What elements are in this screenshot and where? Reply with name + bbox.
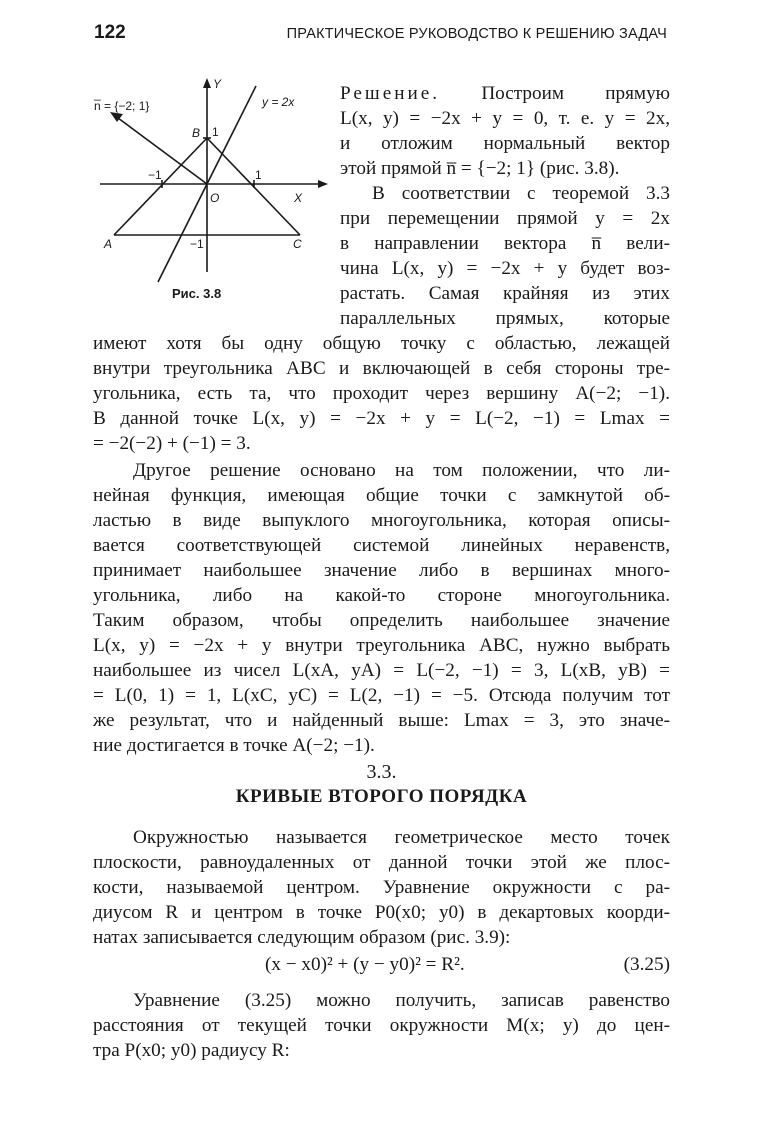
formula-number: (3.25) xyxy=(623,954,670,975)
alt-line-4: вается соответствующей системой линейных неравенств, xyxy=(93,535,670,556)
point-b-label: B xyxy=(192,126,201,140)
axis-x-label: X xyxy=(294,191,303,205)
alt-line-7: Таким образом, чтобы определить наибольшее значение xyxy=(93,610,670,631)
solution-full-line-5: = −2(−2) + (−1) = 3. xyxy=(93,433,251,454)
tick-y-neg-label: −1 xyxy=(190,237,204,251)
def-line-2: плоскости, равноудаленных от данной точки этой же плос- xyxy=(93,852,670,873)
solution-p2-line-4: чина L(x, y) = −2x + y будет воз- xyxy=(340,258,670,279)
alt-line-2: нейная функция, имеющая общие точки с замкнутой об- xyxy=(93,485,670,506)
triangle-side-ab xyxy=(114,138,207,235)
solution-p2-line-3: в направлении вектора n̅ вели- xyxy=(340,233,670,254)
point-c-label: C xyxy=(293,237,302,251)
line-label: y = 2x xyxy=(262,95,295,109)
normal-label: n̅ = {−2; 1} xyxy=(94,99,150,113)
origin-label: O xyxy=(210,191,220,205)
alt-line-6: угольника, либо на какой-то стороне многоугольника. xyxy=(93,585,670,606)
solution-full-line-3: угольника, есть та, что проходит через вершину A(−2; −1). xyxy=(93,383,670,404)
x-axis-arrow-icon xyxy=(318,180,328,188)
solution-line-1 xyxy=(340,81,670,106)
point-a-label: A xyxy=(104,237,113,251)
solution-full-line-4: В данной точке L(x, y) = −2x + y = L(−2, −1) = Lmax = xyxy=(93,408,670,429)
solution-full-line-2: внутри треугольника ABC и включающей в себя стороны тре- xyxy=(93,358,670,379)
alt-line-10: = L(0, 1) = 1, L(xC, yC) = L(2, −1) = −5. Отсюда получим тот xyxy=(93,685,670,706)
running-head: ПРАКТИЧЕСКОЕ РУКОВОДСТВО К РЕШЕНИЮ ЗАДАЧ xyxy=(286,26,667,42)
figure-3-8 xyxy=(90,72,340,312)
alt-line-9: наибольшее из чисел L(xA, yA) = L(−2, −1) = 3, L(xB, yB) = xyxy=(93,660,670,681)
after-line-1: Уравнение (3.25) можно получить, записав равенство xyxy=(133,990,670,1011)
alt-line-5: принимает наибольшее значение либо в вершинах много- xyxy=(93,560,670,581)
after-line-3: тра P(x0; y0) радиусу R: xyxy=(93,1040,290,1061)
solution-p2-line-2: при перемещении прямой y = 2x xyxy=(340,208,670,229)
solution-line-3: и отложим нормальный вектор xyxy=(340,133,670,154)
y-axis-arrow-icon xyxy=(203,78,211,88)
after-line-2: расстояния от текущей точки окружности M(x; y) до цен- xyxy=(93,1015,670,1036)
alt-line-3: ластью в виде выпуклого многоугольника, которая описы- xyxy=(93,510,670,531)
solution-p2-line-6: параллельных прямых, которые xyxy=(340,308,670,329)
section-number: 3.3. xyxy=(366,761,397,783)
solution-full-line-1: имеют хотя бы одну общую точку с областью, лежащей xyxy=(93,333,670,354)
solution-line-1-text: Построим прямую xyxy=(481,83,670,104)
def-line-4: диусом R и центром в точке P0(x0; y0) в декартовых коорди- xyxy=(93,902,670,923)
section-title: КРИВЫЕ ВТОРОГО ПОРЯДКА xyxy=(235,786,528,807)
solution-p2-line-1: В соответствии с теоремой 3.3 xyxy=(372,183,670,204)
alt-line-12: ние достигается в точке A(−2; −1). xyxy=(93,735,375,756)
axis-y-label: Y xyxy=(213,77,222,91)
triangle-diagram xyxy=(90,72,340,287)
solution-line-4: этой прямой n̅ = {−2; 1} (рис. 3.8). xyxy=(340,158,620,179)
alt-line-11: же результат, что и найденный выше: Lmax = 3, это значе- xyxy=(93,710,670,731)
page-number: 122 xyxy=(94,22,126,43)
def-line-1: Окружностью называется геометрическое место точек xyxy=(133,827,670,848)
def-line-3: кости, называемой центром. Уравнение окружности с ра- xyxy=(93,877,670,898)
def-line-5: натах записывается следующим образом (рис. 3.9): xyxy=(93,927,511,948)
solution-lead: Решение. xyxy=(340,83,441,104)
alt-line-8: L(x, y) = −2x + y внутри треугольника ABC, нужно выбрать xyxy=(93,635,670,656)
figure-caption: Рис. 3.8 xyxy=(172,286,222,301)
alt-line-1: Другое решение основано на том положении, что ли- xyxy=(133,460,670,481)
tick-x-pos-label: 1 xyxy=(255,168,262,182)
solution-p2-line-5: растать. Самая крайняя из этих xyxy=(340,283,670,304)
solution-line-2: L(x, y) = −2x + y = 0, т. е. y = 2x, xyxy=(340,108,670,129)
tick-y-pos-label: 1 xyxy=(212,125,219,139)
tick-x-neg-label: −1 xyxy=(148,168,162,182)
formula-expression: (x − x0)² + (y − y0)² = R². xyxy=(265,954,465,975)
formula-3-25 xyxy=(93,952,670,978)
